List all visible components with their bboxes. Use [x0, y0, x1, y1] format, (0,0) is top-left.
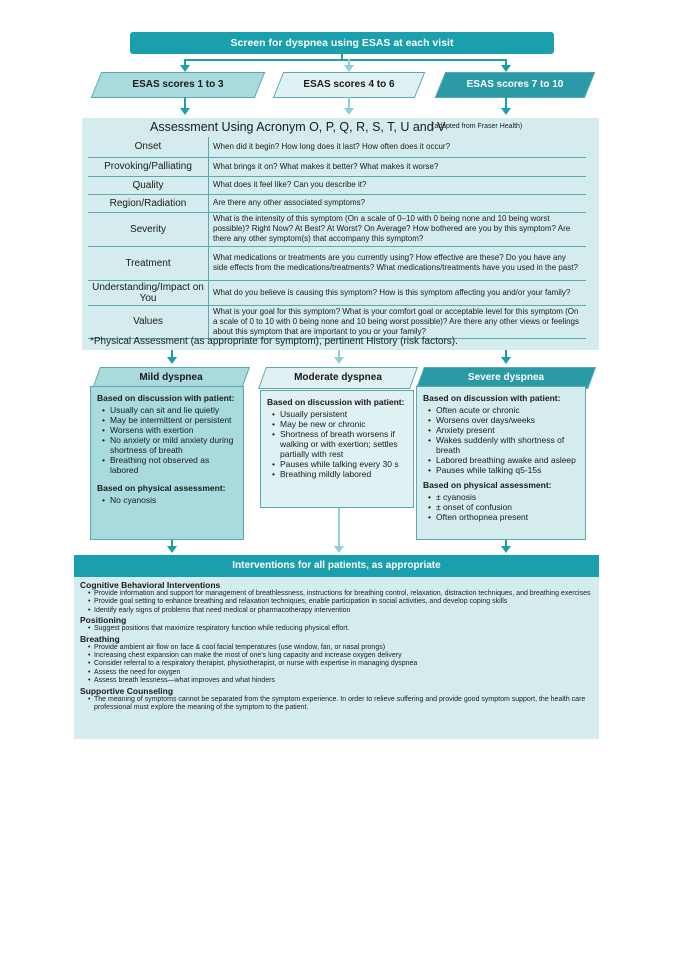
list-item: • Often acute or chronic — [431, 405, 579, 415]
list-item: • The meaning of symptoms cannot be separated from the symptom experience. In order to relieve suffering and provide good symptom support, the health care professional must explore the meaning of the symptom to the patient. — [90, 696, 593, 713]
list-item: • Consider referral to a respiratory therapist, physiotherapist, or nurse with expertise in managing dyspnea — [90, 660, 593, 668]
list-item: • Suggest positions that maximize respiratory function while reducing physical effort. — [90, 625, 593, 633]
criteria-list — [423, 492, 579, 522]
severe-dyspnea-header: Severe dyspnea — [416, 367, 596, 389]
row-key: Onset — [88, 137, 209, 157]
arrow-icon — [501, 546, 511, 553]
section-heading: Cognitive Behavioral Interventions — [80, 580, 221, 590]
row-value: What is the intensity of this symptom (On a scale of 0–10 with 0 being none and 10 being worst possible)? Right Now? At Best? At Worst? On Average? How bothered are you by this symptom? Are there any other symptom(s) that accompany this symptom? — [209, 212, 587, 246]
row-key: Treatment — [88, 246, 209, 280]
section-heading: Based on physical assessment: — [97, 483, 226, 493]
list-item: • Usually persistent — [275, 409, 407, 419]
row-value: What does it feel like? Can you describe it? — [209, 176, 587, 194]
list-item: • Assess breath lessness—what improves and what hinders — [90, 677, 593, 685]
section-heading: Positioning — [80, 615, 127, 626]
section-heading: Supportive Counseling — [80, 685, 174, 696]
section-heading: Based on discussion with patient: — [267, 397, 405, 407]
assessment-note: (adapted from Fraser Health) — [432, 123, 523, 130]
section-heading: Breathing — [80, 633, 120, 644]
list-item: • Labored breathing awake and asleep — [431, 455, 579, 465]
row-value: What do you believe is causing this symptom? How is this symptom affecting you and/or your family? — [209, 280, 587, 305]
arrow-icon — [344, 65, 354, 72]
criteria-list — [423, 405, 579, 475]
criteria-list — [97, 495, 237, 505]
table-row — [88, 280, 586, 305]
arrow-icon — [180, 108, 190, 115]
moderate-dyspnea-box — [260, 390, 414, 508]
table-row — [88, 194, 586, 212]
row-key: Severity — [88, 212, 209, 246]
arrow-icon — [501, 108, 511, 115]
connector-line — [338, 508, 340, 547]
section-heading: Based on discussion with patient: — [423, 393, 561, 403]
criteria-list — [97, 405, 237, 475]
list-item: • Pauses while talking every 30 s — [275, 459, 407, 469]
list-item: • Wakes suddenly with shortness of breath — [431, 435, 579, 455]
row-value: What medications or treatments are you currently using? How effective are these? Do you have any side effects from the medications/treatments? What medications/treatments have you used in the past? — [209, 246, 587, 280]
list-item: • Often orthopnea present — [431, 512, 579, 522]
arrow-icon — [167, 357, 177, 364]
row-value: Are there any other associated symptoms? — [209, 194, 587, 212]
list-item: • Identify early signs of problems that need medical or pharmacotherapy intervention — [90, 607, 593, 615]
table-row — [88, 157, 586, 176]
row-key: Values — [88, 305, 209, 338]
interventions-list — [80, 696, 593, 713]
interventions-panel — [74, 577, 599, 739]
arrow-icon — [501, 357, 511, 364]
row-key: Region/Radiation — [88, 194, 209, 212]
screen-header: Screen for dyspnea using ESAS at each visit — [130, 32, 554, 54]
list-item: • Breathing mildly labored — [275, 469, 407, 479]
list-item: • ± cyanosis — [431, 492, 579, 502]
table-row — [88, 246, 586, 280]
row-value: What is your goal for this symptom? What is your comfort goal or acceptable level for this symptom (On a scale of 0 to 10 with 0 being none and 10 being worst possible)? Are there any other views or feelings about this symptom that are important to you or your family? — [209, 305, 587, 338]
esas-mid-box: ESAS scores 4 to 6 — [273, 72, 426, 98]
interventions-header: Interventions for all patients, as appropriate — [74, 555, 599, 577]
row-value: What brings it on? What makes it better? What makes it worse? — [209, 157, 587, 176]
assessment-title: Assessment Using Acronym O, P, Q, R, S, T, U and V — [150, 120, 446, 134]
row-key: Provoking/Palliating — [88, 157, 209, 176]
criteria-list — [267, 409, 407, 479]
moderate-dyspnea-header: Moderate dyspnea — [258, 367, 418, 389]
list-item: • Provide goal setting to enhance breathing and relaxation techniques, enable participation in social activities, and develop coping skills — [90, 598, 593, 606]
list-item: • Usually can sit and lie quietly — [105, 405, 237, 415]
list-item: • Shortness of breath worsens if walking or with exertion; settles partially with rest — [275, 429, 407, 459]
list-item: • ± onset of confusion — [431, 502, 579, 512]
list-item: • Assess the need for oxygen — [90, 669, 593, 677]
list-item: • Worsens with exertion — [105, 425, 237, 435]
row-value: When did it begin? How long does it last? How often does it occur? — [209, 137, 587, 157]
list-item: • Pauses while talking q5-15s — [431, 465, 579, 475]
list-item: • Breathing not observed as labored — [105, 455, 237, 475]
esas-low-box: ESAS scores 1 to 3 — [91, 72, 266, 98]
interventions-list — [80, 625, 593, 633]
list-item: • May be intermittent or persistent — [105, 415, 237, 425]
list-item: • Provide ambient air flow on face & cool facial temperatures (use window, fan, or nasal prongs) — [90, 644, 593, 652]
mild-dyspnea-header: Mild dyspnea — [92, 367, 250, 389]
list-item: • Provide information and support for management of breathlessness, instructions for breathing control, relaxation, distraction techniques, and breathing exercises — [90, 590, 593, 598]
arrow-icon — [180, 65, 190, 72]
table-row — [88, 212, 586, 246]
acronym-table — [88, 137, 586, 339]
list-item: • Anxiety present — [431, 425, 579, 435]
section-heading: Based on physical assessment: — [423, 480, 552, 490]
table-row — [88, 137, 586, 157]
connector-line — [184, 59, 506, 61]
section-heading: Based on discussion with patient: — [97, 393, 235, 403]
severe-dyspnea-box — [416, 386, 586, 540]
arrow-icon — [334, 546, 344, 553]
interventions-list — [80, 590, 593, 615]
list-item: • No anxiety or mild anxiety during shortness of breath — [105, 435, 237, 455]
list-item: • No cyanosis — [105, 495, 237, 505]
arrow-icon — [344, 108, 354, 115]
list-item: • Worsens over days/weeks — [431, 415, 579, 425]
row-key: Quality — [88, 176, 209, 194]
esas-high-box: ESAS scores 7 to 10 — [435, 72, 596, 98]
arrow-icon — [167, 546, 177, 553]
arrow-icon — [501, 65, 511, 72]
row-key: Understanding/Impact on You — [88, 280, 209, 305]
interventions-list — [80, 644, 593, 686]
list-item: • May be new or chronic — [275, 419, 407, 429]
arrow-icon — [334, 357, 344, 364]
mild-dyspnea-box — [90, 386, 244, 540]
physical-assessment-note: *Physical Assessment (as appropriate for symptom), pertinent History (risk factors). — [90, 336, 458, 347]
list-item: • Increasing chest expansion can make the most of one's lung capacity and increase oxygen delivery — [90, 652, 593, 660]
table-row — [88, 305, 586, 338]
table-row — [88, 176, 586, 194]
